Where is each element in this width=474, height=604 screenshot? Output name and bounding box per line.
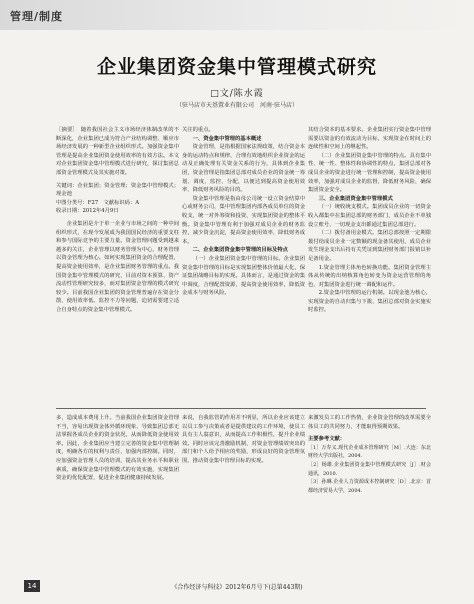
body-paragraph: （一）统收统支模式。集团成员企业的一切资金收入都集中在集团总部的财务部门，成员企业不单独设立账号，一切现金支出都通过集团总部进行。 [308, 204, 431, 228]
body-paragraph: 来激发员工的工作热情，企业资金管理的改革需要全体员工的共同努力，才能取得预期效果。 [308, 415, 431, 430]
column-tag: 管理/制度 [10, 10, 64, 23]
body-paragraph: 资金集中管理是指由母公司统一设立资金结算中心或财务公司，集中管理集团内部各成员单位的资金收支，统一对外筹资和投资，实现集团资金的整体平衡。资金集中管理有利于加强对成员企业的财务监控，减少资金沉淀，提高资金使用效率，降低财务成本。 [182, 195, 305, 245]
body-paragraph: 来说，自我监管的作用并不明显，所以企业应该建立以员工参与决策或者是提供建议的工作环境，使员工具有主人翁意识，从而提高工作积极性，提升企业绩效。同时应该完善激励机制，对资金管理绩效突出的部门和个人给予相应的奖励，形成良好的资金管理氛围，推动资金集中管理目标的实现。 [182, 415, 305, 464]
received-date: 收录日期：2012年4月9日 [56, 208, 119, 215]
section-divider [56, 408, 426, 409]
reference-item: ［3］孙琳.企业人力资源成本控制研究［D］.北京：首都经济贸易大学，2004. [308, 479, 431, 494]
body-paragraph: 1.资金管理主体角色转换功能。集团资金管理主体从传统的出纳核算角色转变为资金运营管理的角色，对集团资金进行统一调配和运作。 [308, 264, 431, 288]
classification: 中图分类号：F27 文献标识码：A [56, 199, 140, 206]
body-paragraph: 关注的重点。 [182, 127, 214, 133]
journal-citation: 《合作经济与科技》2012年6月号下(总第443期) [171, 584, 303, 591]
article-title: 企业集团资金集中管理模式研究 [96, 56, 377, 78]
lower-column-2 [182, 414, 305, 574]
keywords: 关键词：企业集团；资金管理；资金集中管理模式；现金池 [56, 182, 179, 198]
body-paragraph: 资金管理，是指根据国家法规政策，结合资金本身的运动特点和规律，合理有效地组织企业资金的运动及正确处理有关资金关系的行为，具体到企业集团，资金管理是指集团总部对成员企业的资金统一筹划、调度、监控、分配，以便达到提高资金使用效率、降低财务风险的目的。 [182, 144, 305, 194]
column-1 [56, 126, 179, 402]
article-author: □文/陈水霞 [210, 89, 264, 99]
body-paragraph: 2.资金集中管理的运行机制。以现金池为核心，实现资金的自动归集与下拨，集团总部对资金实施实时监控。 [308, 290, 431, 314]
body-paragraph: （二）拨付备用金模式。集团总部按照一定期限拨付给成员企业一定数额的现金备其使用，成员企业发生现金支出后持有关凭证到集团财务部门报销以补足备用金。 [308, 230, 431, 262]
column-3 [308, 126, 431, 402]
article-affiliation: （驻马店市天基置业有限公司 河南·驻马店） [176, 102, 298, 109]
body-paragraph: （二）企业集团资金集中管理的特点。具有集中性、统一性、整体性和协调性的特点，集团总部对各成员企业的资金进行统一管理和控制，提高资金使用效率，加强对成员企业的监督，降低财务风险，确保集团资金安全。 [308, 152, 431, 194]
lower-column-1 [56, 414, 179, 574]
references-heading: 主要参考文献： [308, 436, 346, 443]
body-paragraph: 企业集团是介于单一企业与市场之间的一种中间组织形式，在现今发展成为我国国民经济的重要支柱和参与国际竞争的主要力量。资金管理问题受到越来越多的关注，企业管理以财务管理为中心，财务管理以资金管理为核心。如何实现集团资金的合理配置，提高资金使用效率，是企业集团财务管理的重点。我国资金集中管理模式的研究，目前对资本预算、资产流动性管理研究较多，而对集团资金管理的模式研究较少。目前我国企业集团的资金管理普遍存在资金分散、使用效率低、监控不力等问题，迫切需要建立适合自身特点的资金集中管理模式。 [56, 220, 179, 313]
body-paragraph: 其结合资本的基本要求。企业集团实行资金集中管理需要以资金的有效流动为目标，实现资金在时间上的连续性和空间上的继起性。 [308, 127, 431, 151]
page-number: 14 [24, 580, 40, 592]
abstract: ［摘要］ 随着我国社会主义市场经济体制改革的不断深化，企业集团已成为符合产业结构调整、顺应市场经济发展的一种新型企业组织形式。加强资金集中管理是提高企业集团资金使用效率的有效方法。本文对企业集团资金集中管理模式进行研究，探讨集团总部资金管理模式及其实施对策。 [56, 127, 179, 176]
lower-column-3 [308, 414, 431, 574]
body-paragraph: （一）企业集团资金集中管理的目标。企业集团资金集中管理的目标是实现集团整体价值最大化，保证集团战略目标的实现。具体而言，是通过资金的集中调度，合理配置资源，提高资金使用效率，降低资金成本与财务风险。 [182, 255, 305, 297]
header-strip [0, 0, 474, 30]
section-heading: 一、资金集中管理的基本概述 [192, 135, 262, 142]
column-2 [182, 126, 305, 402]
body-paragraph: 多，造成成本费用上升。当前我国企业集团资金管理不当，容易出现资金体外循环现象，导致集团总部无法掌握各成员企业的资金状况，从而降低资金使用效率。因此，企业集团应当建立完善的资金集中管理制度，明确各方的权利与责任，加强内部控制。同时，应加强资金管理人员的培训，提高其业务水平和职业素质，确保资金集中管理模式的有效实施，实现集团资金的优化配置，促进企业集团健康持续发展。 [56, 415, 179, 482]
reference-item: ［1］万寿义.现代企业成本管理研究［M］.大连：东北财经大学出版社，2004. [308, 444, 431, 460]
section-heading: 三、企业集团资金集中管理模式 [318, 195, 393, 202]
section-heading: 二、企业集团资金集中管理的目标及特点 [192, 247, 288, 254]
reference-item: ［2］杨雄.企业集团资金集中管理模式研究［J］.财会通讯，2010. [308, 461, 431, 477]
